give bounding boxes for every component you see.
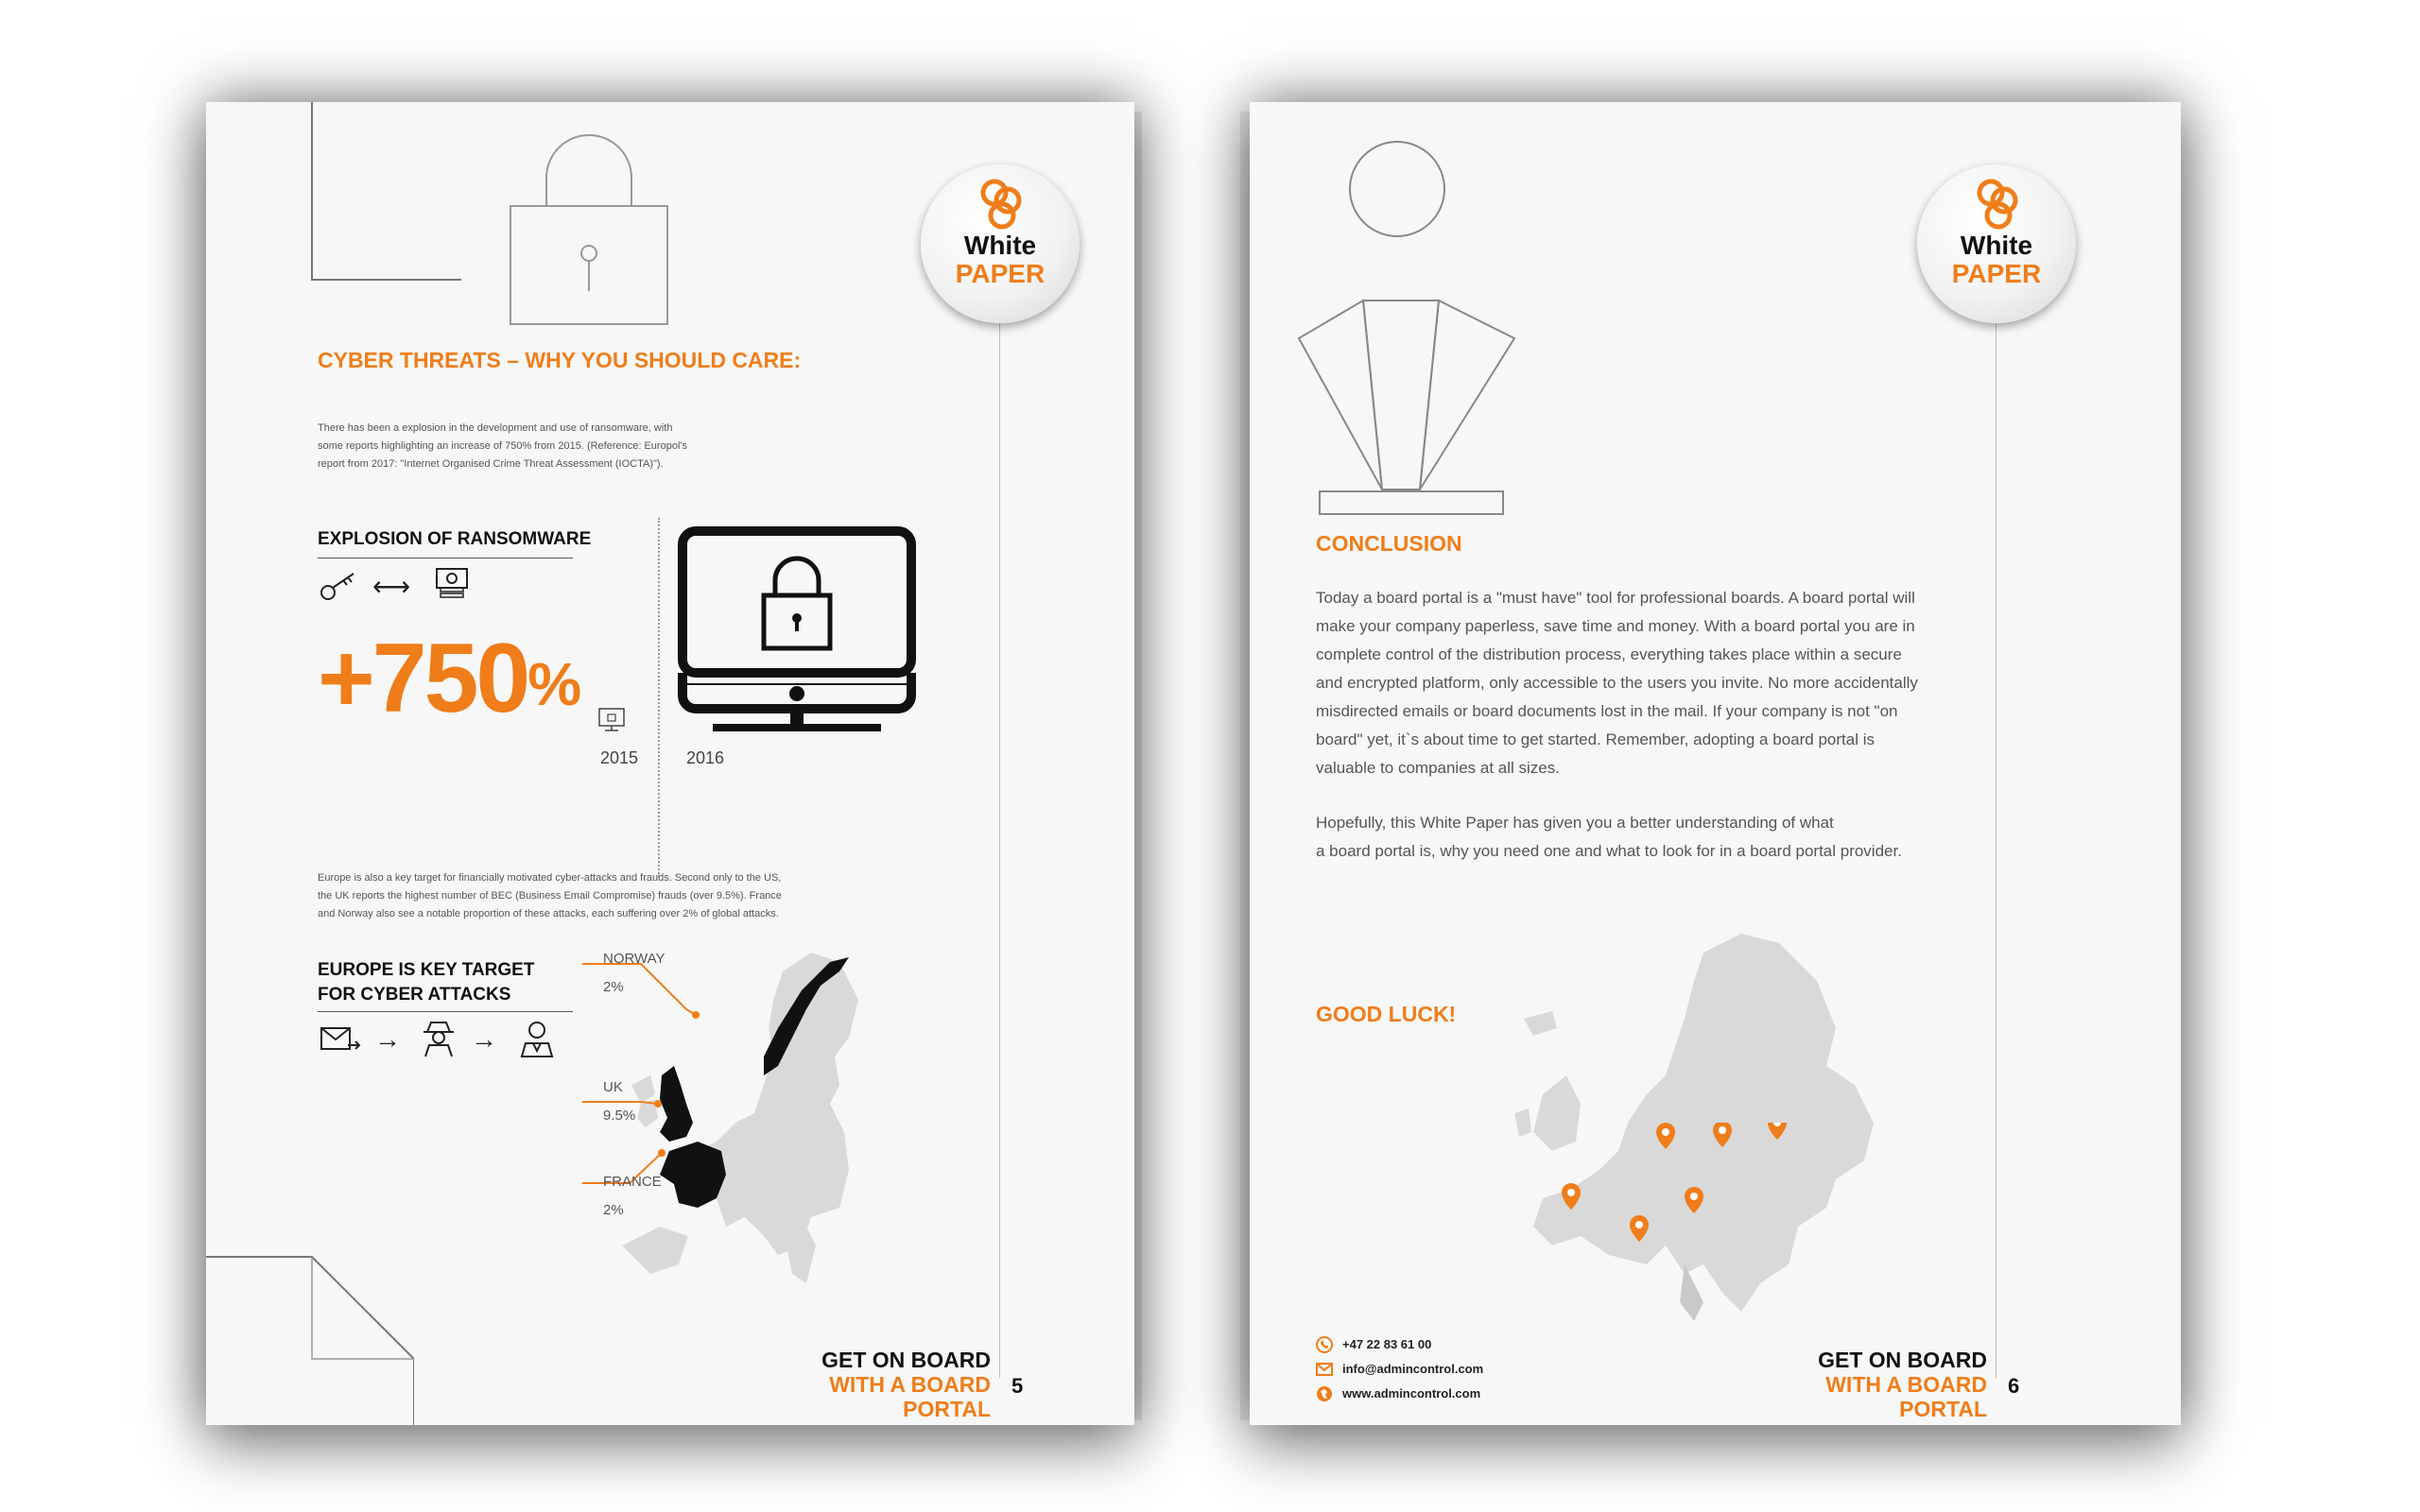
padlock-outline-icon [509,121,669,329]
europe-line-2: the UK reports the highest number of BEC (Business Email Compromise) frauds (over 9.5%). France [318,890,782,902]
mail-icon [320,1024,361,1055]
page-number: 5 [1011,1374,1024,1398]
conclusion-line-2: make your company paperless, save time and money. With a board portal you are in [1316,617,1915,635]
closing-line-1: Hopefully, this White Paper has given you a better understanding of what [1316,814,1834,832]
white-paper-badge [1917,164,2076,323]
stat-value: +750 [318,624,528,733]
france-value: 2% [603,1202,624,1218]
conclusion-line-1: Today a board portal is a "must have" tool for professional boards. A board portal will [1316,589,1915,607]
badge-line2: PAPER [955,259,1046,288]
money-icon [433,565,471,603]
map-label-france [603,1168,662,1225]
intro-line-2: some reports highlighting an increase of 750% from 2015. (Reference: Europol's [318,440,687,452]
footer-line-2: WITH A BOARD PORTAL [1825,1372,1987,1421]
contact-email-row [1316,1357,1483,1382]
europe-line-1: Europe is also a key target for financially motivated cyber-attacks and frauds. Second only to the US, [318,872,782,884]
badge-string [999,319,1000,1378]
conclusion-line-4: and encrypted platform, only accessible to the users you invite. No more accidentally [1316,674,1918,692]
europe-title-line-1: EUROPE IS KEY TARGET [318,960,535,980]
uk-value: 9.5% [603,1108,636,1124]
footer-line-2: WITH A BOARD PORTAL [829,1372,991,1421]
conclusion-line-3: complete control of the distribution process, everything takes place within a secure [1316,645,1902,663]
year-2016-label: 2016 [686,748,725,767]
intro-line-3: report from 2017: "Internet Organised Crime Threat Assessment (IOCTA)"). [318,458,664,470]
closing-line-2: a board portal is, why you need one and what to look for in a board portal provider. [1316,842,1902,860]
folded-paper-decoration [206,1246,414,1425]
badge-line1: White [1960,231,2033,260]
badge-line1: White [963,231,1037,260]
europe-title-line-2: FOR CYBER ATTACKS [318,985,511,1005]
europe-line-3: and Norway also see a notable proportion of these attacks, each suffering over 2% of global attacks. [318,908,779,919]
closing-paragraph [1316,809,1978,866]
intro-line-1: There has been a explosion in the development and use of ransomware, with [318,422,673,434]
envelope-icon [1316,1363,1333,1376]
stat-unit: % [527,650,579,718]
year-2015-label: 2015 [600,748,639,767]
map-label-norway [603,945,666,1002]
brochure-page-5 [206,102,1134,1425]
intro-paragraph [318,420,809,473]
brochure-page-6 [1250,102,2181,1425]
small-monitor-lock-icon [597,707,626,733]
conclusion-line-5: misdirected emails or board documents lost in the mail. If your company is not "on [1316,702,1898,720]
ransomware-title: EXPLOSION OF RANSOMWARE [318,529,592,549]
page-heading: CYBER THREATS – WHY YOU SHOULD CARE: [318,348,802,372]
flow-arrow-1: → [374,1024,401,1054]
europe-target-title [318,958,534,1007]
conclusion-paragraph [1316,584,1978,782]
contact-block [1316,1332,1483,1406]
map-pins [1533,1123,1874,1246]
user-icon [518,1019,556,1058]
footer-tagline [773,1348,991,1421]
exchange-arrow: ⟷ [372,572,411,601]
hacker-icon [420,1019,458,1058]
stat-750 [318,624,579,733]
contact-web[interactable]: www.admincontrol.com [1342,1386,1481,1400]
footer-line-1: GET ON BOARD [1818,1348,1987,1372]
globe-icon [1316,1385,1333,1402]
norway-name: NORWAY [603,951,666,967]
map-label-uk [603,1074,635,1130]
map-pin-icon [1562,1123,1787,1242]
uk-name: UK [603,1079,623,1095]
conclusion-line-6: board" yet, it`s about time to get started. Remember, adopting a board portal is [1316,730,1875,748]
badge-line2: PAPER [1951,259,2042,288]
france-name: FRANCE [603,1174,662,1190]
good-luck-heading: GOOD LUCK! [1316,1002,1457,1026]
contact-phone[interactable]: +47 22 83 61 00 [1342,1337,1432,1351]
conclusion-heading: CONCLUSION [1316,531,1462,556]
europe-title-rule [318,1011,573,1012]
flow-arrow-2: → [471,1024,497,1054]
key-icon [320,570,361,602]
contact-email[interactable]: info@admincontrol.com [1342,1362,1484,1376]
conclusion-line-7: valuable to companies at all sizes. [1316,759,1560,777]
logo-knot-icon [1976,178,2021,231]
page-number: 6 [2008,1374,2020,1398]
footer-line-1: GET ON BOARD [821,1348,991,1372]
monitor-lock-icon [677,525,917,735]
contact-phone-row [1316,1332,1483,1357]
footer-tagline [1770,1348,1987,1421]
europe-paragraph [318,869,904,923]
year-divider [658,518,660,877]
norway-value: 2% [603,979,624,995]
white-paper-badge [921,164,1080,323]
corner-frame-decoration [310,102,461,291]
trophy-icon [1297,130,1562,527]
phone-icon [1316,1336,1333,1353]
contact-web-row [1316,1382,1483,1406]
logo-knot-icon [979,178,1025,231]
